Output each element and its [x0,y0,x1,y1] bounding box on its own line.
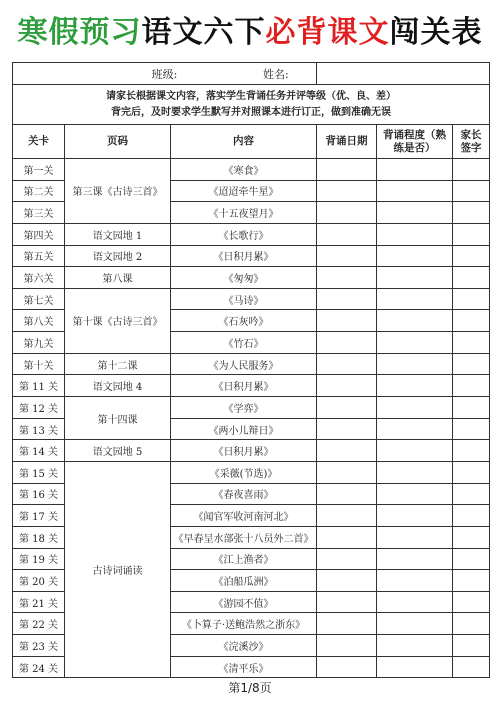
sign-cell[interactable] [453,635,490,657]
table-row [13,267,490,289]
degree-cell[interactable] [377,310,453,332]
content-cell: 《竹石》 [171,332,317,354]
page-footer: 第1/8页 [228,681,272,695]
level-cell: 第七关 [13,288,65,310]
page-cell: 第十四课 [65,397,171,440]
degree-cell[interactable] [377,483,453,505]
level-cell: 第 18 关 [13,526,65,548]
level-cell: 第 15 关 [13,461,65,483]
page-cell: 语文园地 5 [65,440,171,462]
level-cell: 第九关 [13,332,65,354]
page-cell: 古诗词诵读 [65,461,171,677]
sign-cell[interactable] [453,375,490,397]
date-cell[interactable] [317,375,377,397]
level-cell: 第二关 [13,180,65,202]
header-sign [453,125,490,159]
title-part-4: 闯关表 [389,15,483,50]
level-cell: 第 21 关 [13,591,65,613]
sign-cell[interactable] [453,526,490,548]
content-cell: 《为人民服务》 [171,353,317,375]
sign-cell[interactable] [453,461,490,483]
degree-cell[interactable] [377,548,453,570]
sign-cell[interactable] [453,267,490,289]
sign-cell[interactable] [453,505,490,527]
header-content: 内容 [171,125,317,159]
degree-cell[interactable] [377,159,453,181]
date-cell[interactable] [317,548,377,570]
recitation-table [12,62,490,678]
sign-cell[interactable] [453,332,490,354]
date-cell[interactable] [317,159,377,181]
degree-cell[interactable] [377,267,453,289]
sign-cell[interactable] [453,483,490,505]
content-cell: 《寒食》 [171,159,317,181]
instructions [13,85,490,125]
page-cell: 第十课《古诗三首》 [65,288,171,353]
date-cell[interactable] [317,505,377,527]
degree-cell[interactable] [377,245,453,267]
content-cell: 《闻官军收河南河北》 [171,505,317,527]
content-cell: 《卜算子·送鲍浩然之浙东》 [171,613,317,635]
header-row [13,125,490,159]
content-cell: 《迢迢牵牛星》 [171,180,317,202]
date-cell[interactable] [317,461,377,483]
name-label-text: 姓名: [263,67,289,81]
level-cell: 第六关 [13,267,65,289]
date-cell[interactable] [317,223,377,245]
content-cell: 《十五夜望月》 [171,202,317,224]
page-cell: 第三课《古诗三首》 [65,159,171,224]
header-date: 背诵日期 [317,125,377,159]
title-part-3: 必背课文 [265,15,390,50]
sign-cell[interactable] [453,440,490,462]
degree-cell[interactable] [377,288,453,310]
degree-cell[interactable] [377,440,453,462]
page-title [0,8,500,58]
header-page: 页码 [65,125,171,159]
degree-cell[interactable] [377,375,453,397]
level-cell: 第一关 [13,159,65,181]
page-cell: 语文园地 1 [65,223,171,245]
sign-cell[interactable] [453,613,490,635]
instruction-line-1: 请家长根据课文内容，落实学生背诵任务并评等级（优、良、差） [106,90,396,102]
level-cell: 第 23 关 [13,635,65,657]
table-row [13,159,490,181]
table-row [13,353,490,375]
date-cell[interactable] [317,202,377,224]
table-row [13,461,490,483]
header-degree-text: 背诵程度（熟练是否） [383,128,446,154]
page-cell: 语文园地 4 [65,375,171,397]
date-cell[interactable] [317,397,377,419]
level-cell: 第三关 [13,202,65,224]
content-cell: 《早春呈水部张十八员外二首》 [171,526,317,548]
table-row [13,223,490,245]
page-cell: 语文园地 2 [65,245,171,267]
degree-cell[interactable] [377,180,453,202]
table-row [13,245,490,267]
name-label [263,63,490,85]
content-cell: 《学弈》 [171,397,317,419]
sign-cell[interactable] [453,548,490,570]
content-cell: 《浣溪沙》 [171,635,317,657]
level-cell: 第十关 [13,353,65,375]
date-cell[interactable] [317,180,377,202]
header-sign-text: 家长签字 [460,128,482,154]
content-cell: 《马诗》 [171,288,317,310]
degree-cell[interactable] [377,635,453,657]
content-cell: 《石灰吟》 [171,310,317,332]
content-cell: 《江上渔者》 [171,548,317,570]
info-row [13,63,490,85]
sign-cell[interactable] [453,418,490,440]
instruction-line-2: 背完后，及时要求学生默写并对照课本进行订正，做到准确无误 [111,106,391,118]
degree-cell[interactable] [377,332,453,354]
degree-cell[interactable] [377,570,453,592]
content-cell: 《清平乐》 [171,656,317,678]
degree-cell[interactable] [377,202,453,224]
level-cell: 第 12 关 [13,397,65,419]
level-cell: 第五关 [13,245,65,267]
table-row [13,288,490,310]
level-cell: 第 14 关 [13,440,65,462]
date-cell[interactable] [317,245,377,267]
sign-cell[interactable] [453,397,490,419]
degree-cell[interactable] [377,223,453,245]
degree-cell[interactable] [377,418,453,440]
level-cell: 第八关 [13,310,65,332]
date-cell[interactable] [317,310,377,332]
content-cell: 《日积月累》 [171,245,317,267]
degree-cell[interactable] [377,526,453,548]
level-cell: 第 24 关 [13,656,65,678]
content-cell: 《匆匆》 [171,267,317,289]
sign-cell[interactable] [453,202,490,224]
date-cell[interactable] [317,613,377,635]
content-cell: 《采薇(节选)》 [171,461,317,483]
date-cell[interactable] [317,440,377,462]
date-cell[interactable] [317,570,377,592]
date-cell[interactable] [317,635,377,657]
title-part-1: 寒假预习 [17,15,142,50]
header-level: 关卡 [13,125,65,159]
date-cell[interactable] [317,288,377,310]
degree-cell[interactable] [377,591,453,613]
degree-cell[interactable] [377,656,453,678]
class-label: 班级: [13,63,317,85]
sign-cell[interactable] [453,570,490,592]
level-cell: 第 13 关 [13,418,65,440]
content-cell: 《两小儿辩日》 [171,418,317,440]
degree-cell[interactable] [377,461,453,483]
content-cell: 《日积月累》 [171,375,317,397]
date-cell[interactable] [317,526,377,548]
level-cell: 第 22 关 [13,613,65,635]
degree-cell[interactable] [377,613,453,635]
content-cell: 《游园不值》 [171,591,317,613]
degree-cell[interactable] [377,505,453,527]
title-part-2: 语文六下 [141,15,266,50]
date-cell[interactable] [317,353,377,375]
instructions-row [13,85,490,125]
sign-cell[interactable] [453,656,490,678]
header-degree [377,125,453,159]
level-cell: 第 11 关 [13,375,65,397]
level-cell: 第 19 关 [13,548,65,570]
table-row [13,375,490,397]
sign-cell[interactable] [453,310,490,332]
date-cell[interactable] [317,418,377,440]
date-cell[interactable] [317,591,377,613]
date-cell[interactable] [317,483,377,505]
table-row [13,440,490,462]
date-cell[interactable] [317,267,377,289]
content-cell: 《长歌行》 [171,223,317,245]
table-row [13,397,490,419]
sign-cell[interactable] [453,223,490,245]
content-cell: 《日积月累》 [171,440,317,462]
page-cell: 第十二课 [65,353,171,375]
degree-cell[interactable] [377,397,453,419]
sign-cell[interactable] [453,159,490,181]
level-cell: 第 20 关 [13,570,65,592]
level-cell: 第 16 关 [13,483,65,505]
degree-cell[interactable] [377,353,453,375]
sign-cell[interactable] [453,245,490,267]
sign-cell[interactable] [453,353,490,375]
date-cell[interactable] [317,656,377,678]
sign-cell[interactable] [453,591,490,613]
content-cell: 《泊船瓜洲》 [171,570,317,592]
page-cell: 第八课 [65,267,171,289]
date-cell[interactable] [317,332,377,354]
sign-cell[interactable] [453,180,490,202]
level-cell: 第 17 关 [13,505,65,527]
content-cell: 《春夜喜雨》 [171,483,317,505]
level-cell: 第四关 [13,223,65,245]
sign-cell[interactable] [453,288,490,310]
